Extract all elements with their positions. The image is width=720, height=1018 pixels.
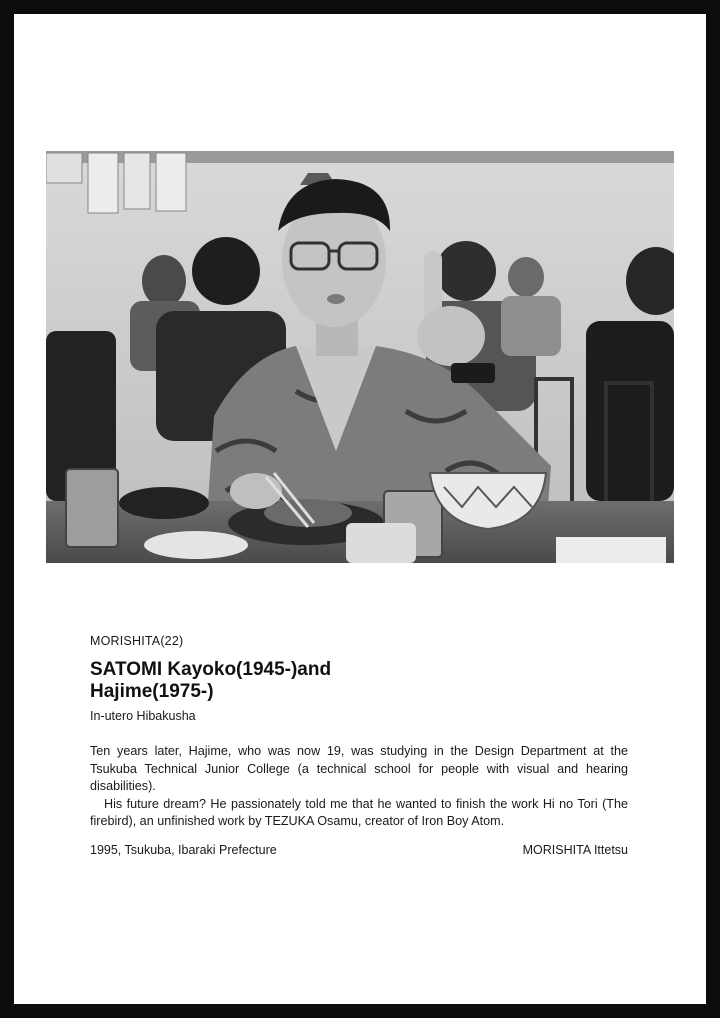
document-page	[14, 14, 706, 1004]
caption-body	[90, 743, 628, 831]
caption-title-line-1: SATOMI Kayoko(1945-)and	[90, 659, 332, 680]
caption-title	[90, 659, 510, 703]
photo-credit: MORISHITA Ittetsu	[522, 843, 628, 857]
photographer-code: MORISHITA(22)	[90, 634, 184, 648]
caption-paragraph-2: His future dream? He passionately told me that he wanted to finish the work Hi no Tori (The firebird), an unfinished work by TEZUKA Osamu, creator of Iron Boy Atom.	[90, 796, 628, 828]
photo-illustration	[46, 151, 674, 563]
caption-subtitle: In-utero Hibakusha	[90, 709, 196, 723]
caption-title-line-2: Hajime(1975-)	[90, 681, 214, 702]
portrait-photo	[46, 151, 674, 563]
caption-paragraph-1: Ten years later, Hajime, who was now 19, was studying in the Design Department at the Tsukuba Technical Junior College (a technical school for people with visual and hearing disabilities).	[90, 744, 628, 793]
date-place: 1995, Tsukuba, Ibaraki Prefecture	[90, 843, 277, 857]
